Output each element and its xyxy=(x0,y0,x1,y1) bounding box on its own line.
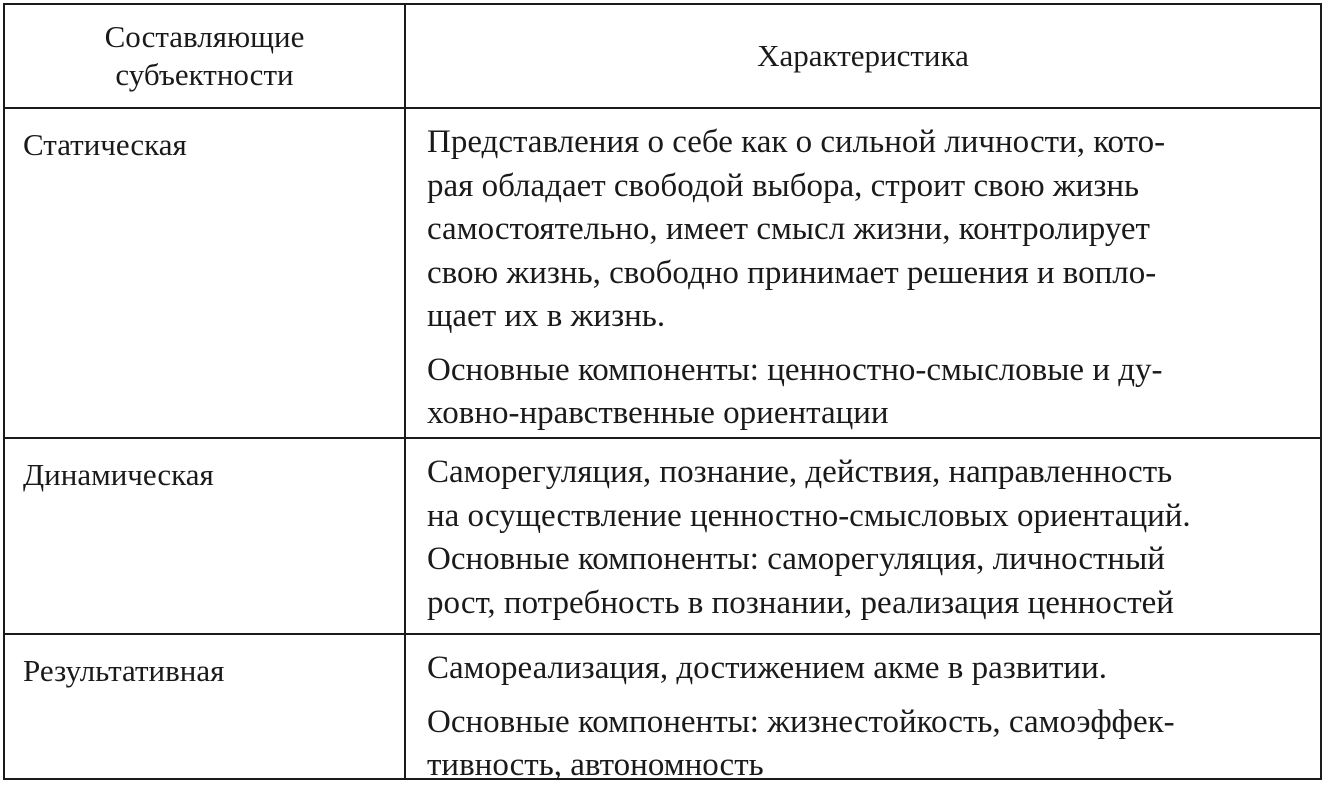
text-line: Основные компоненты: жизнестойкость, самоэффек- xyxy=(427,703,1175,740)
row-name: Результативная xyxy=(23,653,225,688)
text-line: на осуществление ценностно-смысловых ориентаций. xyxy=(427,497,1191,534)
row-text-cell xyxy=(406,109,1320,437)
header-cell-components xyxy=(5,5,406,107)
header-cell-characteristic xyxy=(406,5,1320,107)
row-name-cell xyxy=(5,109,406,437)
header-col2-label: Характеристика xyxy=(757,38,969,73)
row-description xyxy=(427,647,1308,788)
row-name: Статическая xyxy=(23,127,187,162)
text-line: свою жизнь, свободно принимает решения и вопло- xyxy=(427,254,1157,291)
text-line: самостоятельно, имеет смысл жизни, контролирует xyxy=(427,211,1150,247)
text-line: Представления о себе как о сильной личности, кото- xyxy=(427,124,1166,160)
row-text-cell xyxy=(406,635,1320,783)
table-header-row xyxy=(5,5,1320,109)
text-line: тивность, автономность xyxy=(427,747,764,783)
text-line: ховно-нравственные ориентации xyxy=(427,395,889,431)
row-description xyxy=(427,121,1308,436)
text-line: щает их в жизнь. xyxy=(427,298,666,334)
row-name: Динамическая xyxy=(23,457,214,492)
text-line: Самореализация, достижением акме в развитии. xyxy=(427,650,1107,686)
text-line: рая обладает свободой выбора, строит свою жизнь xyxy=(427,167,1140,204)
header-col1-line: Составляющие xyxy=(104,19,305,54)
row-name-cell xyxy=(5,439,406,633)
table-row xyxy=(5,635,1320,783)
row-description xyxy=(427,451,1308,625)
row-text-cell xyxy=(406,439,1320,633)
components-table xyxy=(3,3,1322,783)
header-col1-line: субъектности xyxy=(115,57,294,92)
text-line: рост, потребность в познании, реализация ценностей xyxy=(427,584,1174,621)
table-row xyxy=(5,439,1320,635)
row-name-cell xyxy=(5,635,406,780)
table-row xyxy=(5,109,1320,439)
text-line: Основные компоненты: саморегуляция, личностный xyxy=(427,541,1165,577)
text-line: Основные компоненты: ценностно-смысловые и ду- xyxy=(427,351,1163,388)
text-line: Саморегуляция, познание, действия, направленность xyxy=(427,454,1173,490)
